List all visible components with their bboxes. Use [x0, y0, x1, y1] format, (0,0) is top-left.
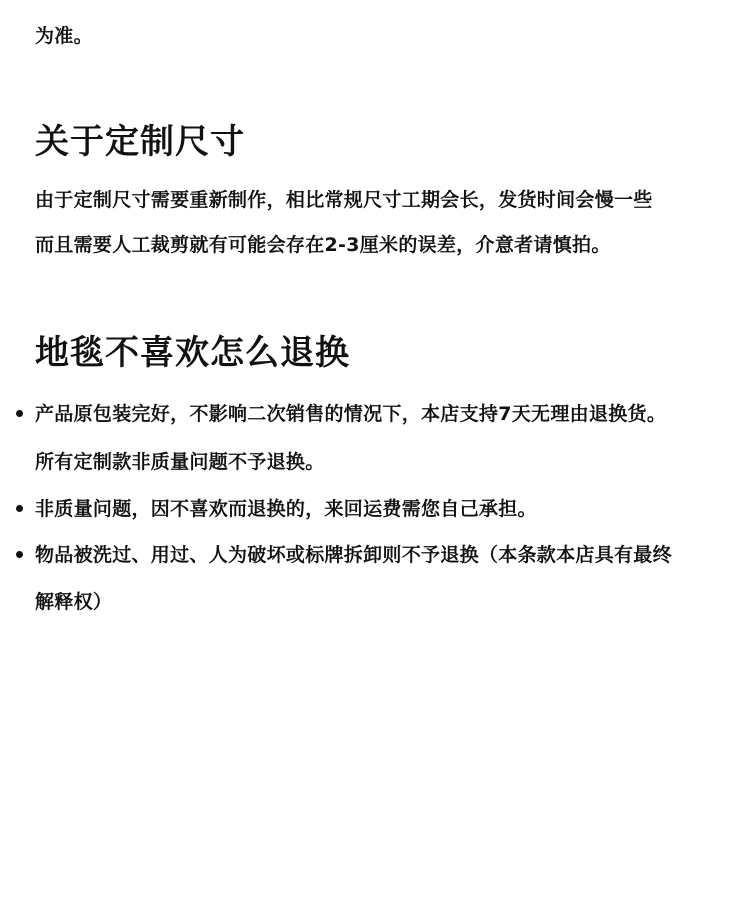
custom-size-line-2: 而且需要人工裁剪就有可能会存在2-3厘米的误差，介意者请慎拍。 [35, 234, 611, 256]
returns-heading: 地毯不喜欢怎么退换 [35, 333, 350, 373]
bullet-dot-icon [16, 551, 23, 558]
intro-tail-text: 为准。 [35, 25, 93, 47]
returns-bullet-1-line-1: 产品原包装完好，不影响二次销售的情况下，本店支持7天无理由退换货。 [35, 403, 667, 425]
returns-bullet-3-line-2: 解释权） [35, 591, 113, 613]
returns-bullet-1-line-2: 所有定制款非质量问题不予退换。 [35, 451, 325, 473]
returns-bullet-2-line-1: 非质量问题，因不喜欢而退换的，来回运费需您自己承担。 [35, 498, 537, 520]
returns-bullet-3-line-1: 物品被洗过、用过、人为破坏或标牌拆卸则不予退换（本条款本店具有最终 [35, 544, 672, 566]
bullet-dot-icon [16, 410, 23, 417]
custom-size-line-1: 由于定制尺寸需要重新制作，相比常规尺寸工期会长，发货时间会慢一些 [35, 189, 653, 211]
custom-size-heading: 关于定制尺寸 [35, 122, 245, 162]
bullet-dot-icon [16, 505, 23, 512]
